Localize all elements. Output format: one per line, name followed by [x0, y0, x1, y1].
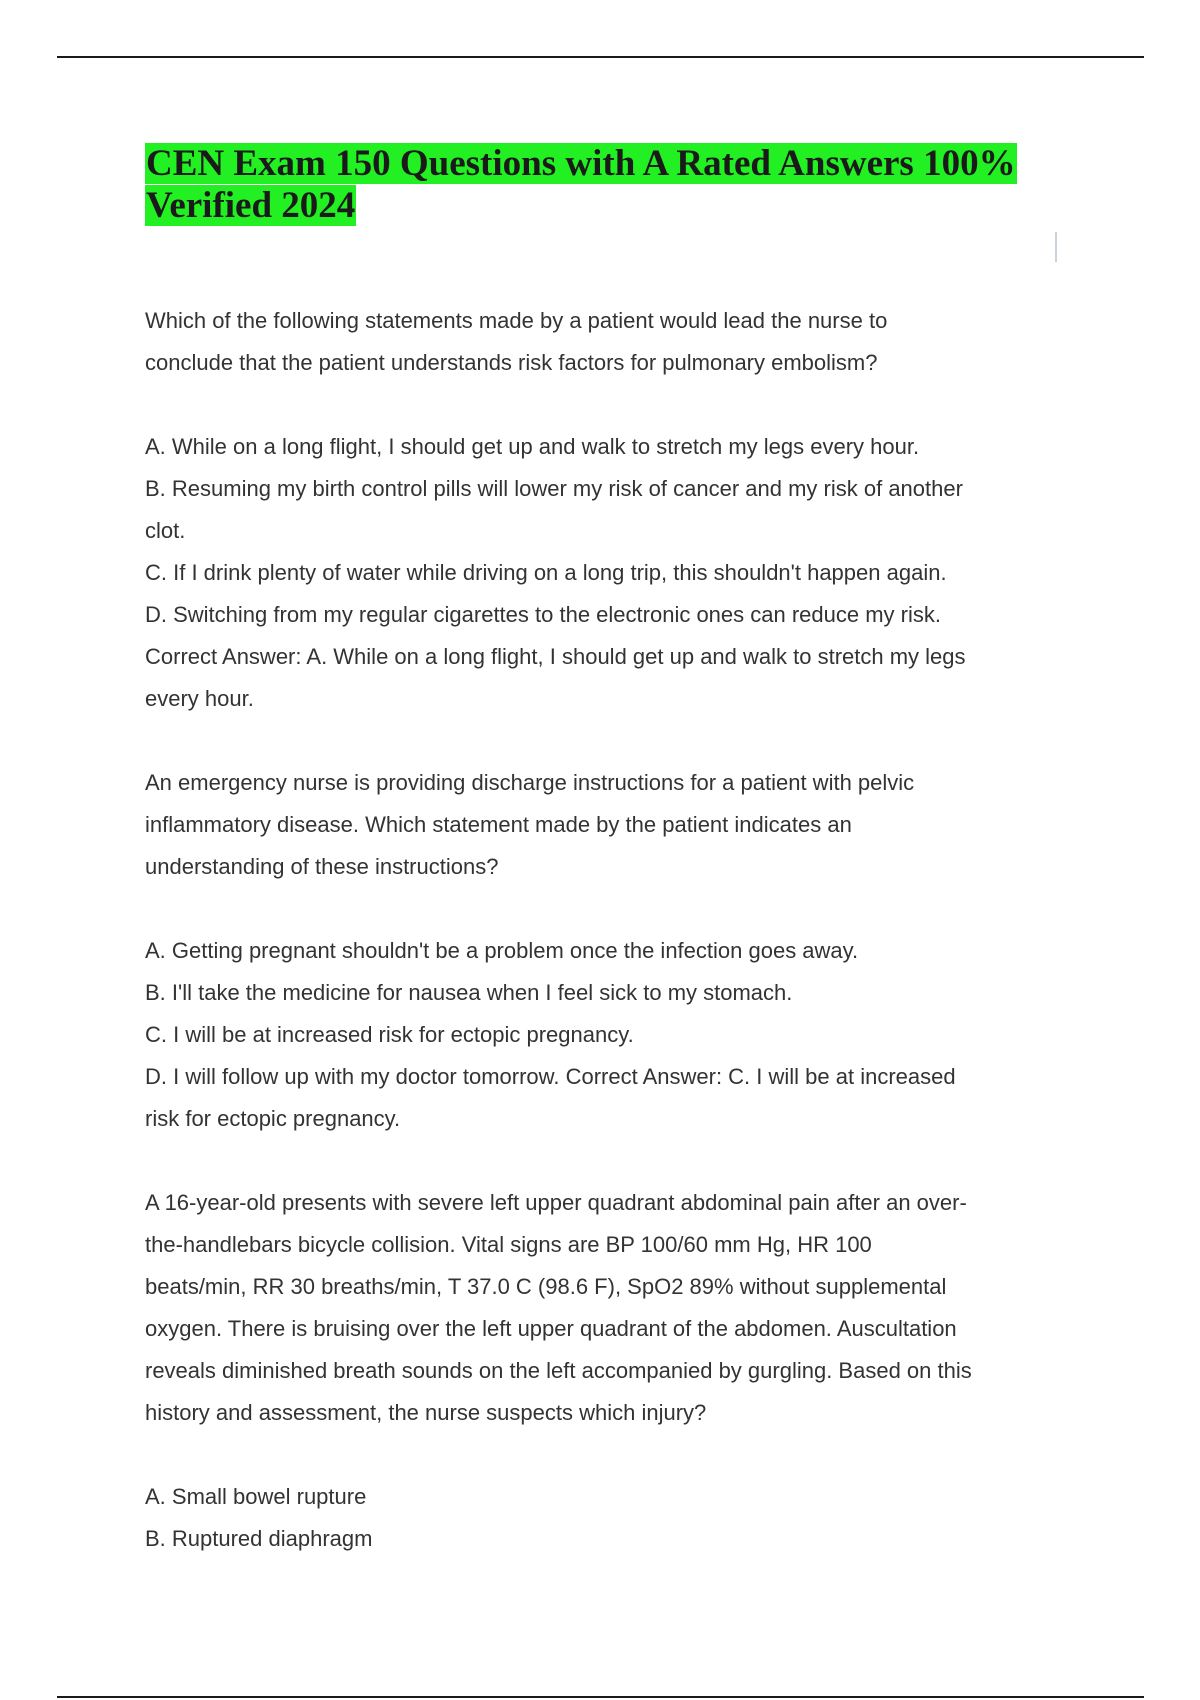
- question-stem-line: understanding of these instructions?: [145, 854, 499, 879]
- answer-option: C. If I drink plenty of water while driving on a long trip, this shouldn't happen again.: [145, 560, 947, 585]
- question-stem-line: conclude that the patient understands risk factors for pulmonary embolism?: [145, 350, 878, 375]
- question-stem-line: inflammatory disease. Which statement made by the patient indicates an: [145, 812, 852, 837]
- question-stem-line: the-handlebars bicycle collision. Vital signs are BP 100/60 mm Hg, HR 100: [145, 1232, 872, 1257]
- question-stem-line: An emergency nurse is providing discharge instructions for a patient with pelvic: [145, 770, 915, 795]
- question-stem-line: oxygen. There is bruising over the left upper quadrant of the abdomen. Auscultation: [145, 1316, 957, 1341]
- paragraph-gap: [145, 720, 1065, 762]
- correct-answer: risk for ectopic pregnancy.: [145, 1106, 401, 1131]
- document-title: [145, 143, 1045, 227]
- question-2: [145, 762, 1065, 1140]
- answer-option: B. Ruptured diaphragm: [145, 1526, 373, 1551]
- document-body: [145, 300, 1065, 1560]
- answer-option: A. Small bowel rupture: [145, 1484, 367, 1509]
- bottom-rule: [57, 1696, 1144, 1698]
- paragraph-gap: [145, 1434, 1065, 1476]
- question-stem-line: A 16-year-old presents with severe left upper quadrant abdominal pain after an over-: [145, 1190, 967, 1215]
- answer-option: clot.: [145, 518, 186, 543]
- answer-option: A. Getting pregnant shouldn't be a problem once the infection goes away.: [145, 938, 859, 963]
- correct-answer: every hour.: [145, 686, 254, 711]
- answer-option: B. Resuming my birth control pills will lower my risk of cancer and my risk of another: [145, 476, 963, 501]
- text-cursor-mark: [1055, 232, 1057, 262]
- paragraph-gap: [145, 888, 1065, 930]
- correct-answer: Correct Answer: A. While on a long flight, I should get up and walk to stretch my legs: [145, 644, 966, 669]
- answer-option: C. I will be at increased risk for ectopic pregnancy.: [145, 1022, 634, 1047]
- question-stem-line: Which of the following statements made by a patient would lead the nurse to: [145, 308, 888, 333]
- answer-option: D. Switching from my regular cigarettes to the electronic ones can reduce my risk.: [145, 602, 941, 627]
- question-1: [145, 300, 1065, 720]
- question-stem-line: history and assessment, the nurse suspects which injury?: [145, 1400, 707, 1425]
- answer-option: D. I will follow up with my doctor tomorrow. Correct Answer: C. I will be at increased: [145, 1064, 956, 1089]
- answer-option: B. I'll take the medicine for nausea when I feel sick to my stomach.: [145, 980, 793, 1005]
- title-line-1: CEN Exam 150 Questions with A Rated Answers 100%: [146, 143, 1016, 184]
- question-3: [145, 1182, 1065, 1560]
- paragraph-gap: [145, 384, 1065, 426]
- question-stem-line: beats/min, RR 30 breaths/min, T 37.0 C (98.6 F), SpO2 89% without supplemental: [145, 1274, 947, 1299]
- top-rule: [57, 56, 1144, 58]
- question-stem-line: reveals diminished breath sounds on the left accompanied by gurgling. Based on this: [145, 1358, 972, 1383]
- answer-option: A. While on a long flight, I should get up and walk to stretch my legs every hour.: [145, 434, 920, 459]
- paragraph-gap: [145, 1140, 1065, 1182]
- title-line-2: Verified 2024: [146, 185, 356, 226]
